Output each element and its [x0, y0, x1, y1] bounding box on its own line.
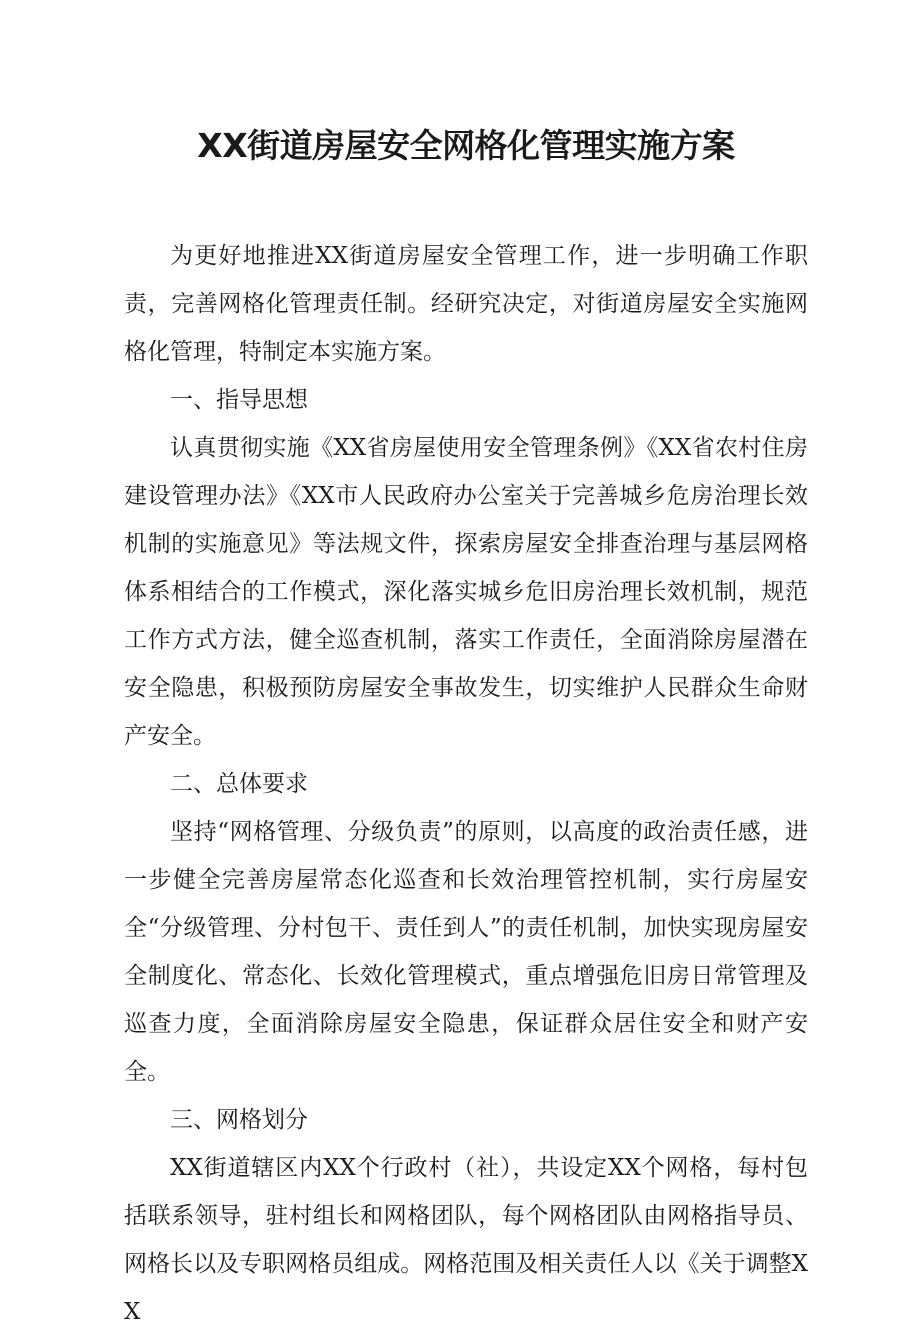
- section-heading-guiding-ideology: 一、指导思想: [170, 387, 308, 413]
- section-heading-grid-division: 三、网格划分: [170, 1107, 308, 1133]
- section-heading-general-requirements: 二、总体要求: [170, 771, 308, 797]
- section-body-grid-division: XX街道辖区内XX个行政村（社），共设定XX个网格，每村包括联系领导，驻村组长和网格团队，每个网格团队由网格指导员、网格长以及专职网格员组成。网格范围及相关责任人以《关于调整XX: [124, 1155, 808, 1325]
- section-body-general-requirements: 坚持“网格管理、分级负责”的原则，以高度的政治责任感，进一步健全完善房屋常态化巡查和长效治理管控机制，实行房屋安全“分级管理、分村包干、责任到人”的责任机制，加快实现房屋安全制度化、常态化、长效化管理模式，重点增强危旧房日常管理及巡查力度，全面消除房屋安全隐患，保证群众居住安全和财产安全。: [124, 819, 808, 1085]
- document-title: XX街道房屋安全网格化管理实施方案: [197, 126, 735, 165]
- section-body-guiding-ideology: 认真贯彻实施《XX省房屋使用安全管理条例》《XX省农村住房建设管理办法》《XX市人民政府办公室关于完善城乡危房治理长效机制的实施意见》等法规文件，探索房屋安全排查治理与基层网格体系相结合的工作模式，深化落实城乡危旧房治理长效机制，规范工作方式方法，健全巡查机制，落实工作责任，全面消除房屋潜在安全隐患，积极预防房屋安全事故发生，切实维护人民群众生命财产安全。: [124, 435, 808, 749]
- intro-paragraph: 为更好地推进XX街道房屋安全管理工作，进一步明确工作职责，完善网格化管理责任制。经研究决定，对街道房屋安全实施网格化管理，特制定本实施方案。: [124, 243, 808, 365]
